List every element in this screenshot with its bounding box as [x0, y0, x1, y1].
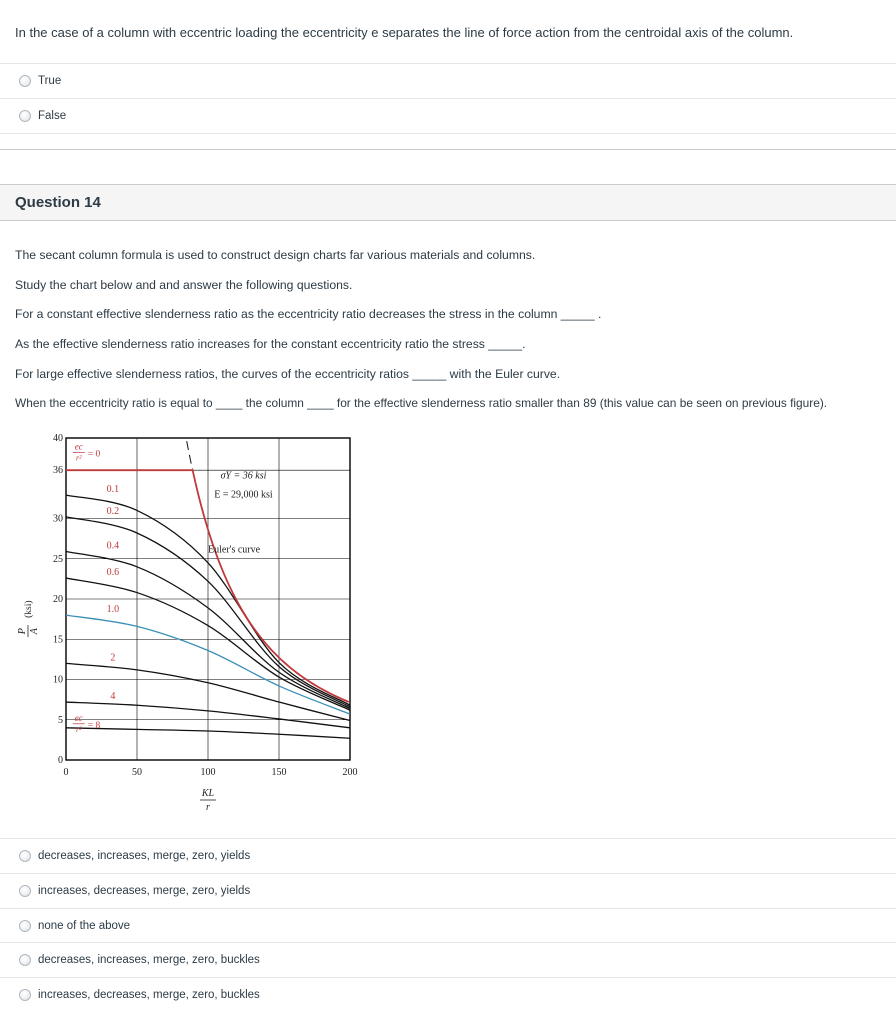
x-axis-label-top: KL	[201, 788, 215, 799]
series-label: 0.2	[106, 505, 120, 517]
x-tick-label: 0	[63, 767, 69, 778]
answer-true[interactable]	[0, 63, 896, 98]
annotation-elastic-modulus: E = 29,000 ksi	[214, 489, 273, 501]
y-axis-label-top: P	[17, 628, 28, 635]
question-text-line: Study the chart below and and answer the following questions.	[15, 278, 353, 292]
radio-button[interactable]	[19, 885, 31, 897]
y-tick-label: 0	[58, 755, 63, 766]
question-text-line: As the effective slenderness ratio increases for the constant eccentricity ratio the stress _____.	[15, 337, 526, 351]
series-label: 1.0	[106, 604, 120, 616]
question13-prompt: In the case of a column with eccentric loading the eccentricity e separates the line of force action from the centroidal axis of the column.	[15, 25, 794, 40]
question-text-line: When the eccentricity ratio is equal to ____ the column ____ for the effective slenderness ratio smaller than 89 (this value can be seen on previous figure).	[15, 396, 828, 410]
question-divider	[0, 149, 896, 150]
series-label: 0.1	[106, 484, 120, 496]
ratio-value-zero: = 0	[87, 449, 101, 460]
question-text-line: For a constant effective slenderness ratio as the eccentricity ratio decreases the stress in the column _____ .	[15, 307, 602, 321]
answer-label: False	[38, 110, 67, 122]
x-tick-label: 100	[200, 767, 216, 778]
answer-option-4[interactable]	[0, 942, 896, 977]
question-text-line: The secant column formula is used to construct design charts far various materials and columns.	[15, 248, 536, 262]
y-tick-label: 15	[53, 634, 63, 646]
radio-button[interactable]	[19, 989, 31, 1001]
ratio-numerator-zero: ec	[74, 441, 83, 452]
answer-false[interactable]	[0, 98, 896, 133]
answer-label: True	[38, 75, 62, 87]
y-axis-label-bottom: A	[29, 628, 40, 635]
radio-button[interactable]	[19, 110, 31, 122]
y-tick-label: 40	[53, 433, 63, 444]
question-text-line: For large effective slenderness ratios, the curves of the eccentricity ratios _____ with the Euler curve.	[15, 367, 561, 381]
answer-divider	[0, 133, 896, 134]
radio-button[interactable]	[19, 75, 31, 87]
y-tick-label: 36	[53, 465, 63, 477]
y-tick-label: 5	[58, 714, 63, 726]
answer-label: decreases, increases, merge, zero, yields	[38, 850, 251, 862]
answer-option-3[interactable]	[0, 908, 896, 943]
y-tick-label: 25	[53, 553, 63, 565]
series-label: 0.6	[106, 567, 120, 579]
ratio-value-eight: = 8	[87, 720, 101, 731]
answer-label: increases, decreases, merge, zero, buckles	[38, 989, 260, 1001]
answer-label: increases, decreases, merge, zero, yields	[38, 885, 251, 897]
y-tick-label: 10	[53, 674, 63, 686]
answer-option-5[interactable]	[0, 977, 896, 1012]
radio-button[interactable]	[19, 954, 31, 966]
x-axis-label-bottom: r	[206, 802, 210, 813]
x-tick-label: 50	[132, 767, 142, 778]
x-tick-label: 200	[342, 767, 358, 778]
y-axis-label	[17, 600, 40, 637]
ratio-denominator-eight: r²	[76, 724, 82, 734]
answer-option-1[interactable]	[0, 838, 896, 873]
euler-curve-extension	[187, 441, 193, 469]
question14-header	[0, 184, 896, 221]
y-axis-unit: (ksi)	[24, 600, 34, 618]
answer-option-2[interactable]	[0, 873, 896, 908]
question-title: Question 14	[15, 194, 101, 211]
ratio-denominator-zero: r²	[76, 453, 82, 463]
ratio-numerator-eight: ec	[74, 712, 83, 723]
y-tick-label: 20	[53, 594, 63, 605]
answer-label: decreases, increases, merge, zero, buckles	[38, 954, 260, 966]
annotation-yield-stress: σY = 36 ksi	[220, 470, 267, 482]
radio-button[interactable]	[19, 850, 31, 862]
x-tick-label: 150	[271, 767, 287, 778]
answer-label: none of the above	[38, 920, 131, 932]
y-tick-label: 30	[53, 513, 63, 525]
annotation-euler-curve: Euler's curve	[208, 544, 261, 556]
series-label: 4	[110, 691, 116, 703]
series-label: 2	[110, 652, 116, 664]
secant-column-chart	[0, 428, 370, 828]
radio-button[interactable]	[19, 920, 31, 932]
series-label: 0.4	[106, 540, 120, 552]
